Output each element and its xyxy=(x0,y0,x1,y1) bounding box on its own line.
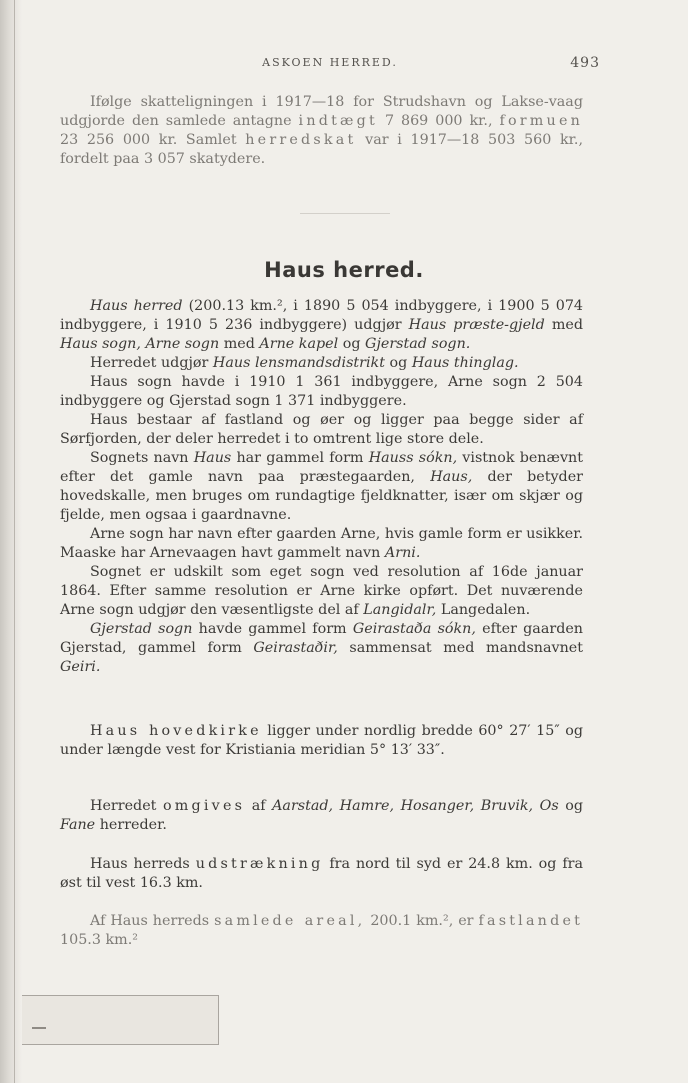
intro-text: 7 869 000 kr., xyxy=(384,113,493,129)
paragraph: Haus bestaar af fastland og øer og ligger paa begge sider af Sørfjorden, der deler herredet i to omtrent lige store dele. xyxy=(60,412,583,447)
paragraph: Arne sogn har navn efter gaarden Arne, hvis gamle form er usikker. Maaske har Arnevaagen havt gammelt navn Arni. xyxy=(60,526,583,561)
intro-paragraph xyxy=(60,93,583,169)
paragraph: Haus herred (200.13 km.², i 1890 5 054 indbyggere, i 1900 5 074 indbyggere, i 1910 5 236 indbyggere) udgjør Haus præste-gjeld med Haus sogn, Arne sogn med Arne kapel og Gjerstad sogn. xyxy=(60,298,584,352)
paragraph: Sognet er udskilt som eget sogn ved resolution af 16de januar 1864. Efter samme resolution er Arne kirke opført. Det nuværende Arne sogn udgjør den væsentligste del af Langidalr, Langedalen. xyxy=(60,564,583,618)
body-text xyxy=(60,297,583,677)
scanner-tab-marker xyxy=(22,995,219,1045)
area-paragraph: Af Haus herreds samlede areal, 200.1 km.², er fastlandet 105.3 km.² xyxy=(60,913,584,948)
paragraph: Haus sogn havde i 1910 1 361 indbyggere, Arne sogn 2 504 indbyggere og Gjerstad sogn 1 371 indbyggere. xyxy=(60,374,583,409)
page-number: 493 xyxy=(570,55,600,71)
intro-spaced-term: formuen xyxy=(499,113,584,129)
intro-spaced-term: herredskat xyxy=(245,132,357,148)
extent-paragraph: Haus herreds udstrækning fra nord til syd er 24.8 km. og fra øst til vest 16.3 km. xyxy=(60,856,584,891)
tab-mark xyxy=(32,1027,46,1029)
page-header xyxy=(60,56,600,76)
binding-line xyxy=(14,0,15,1083)
intro-text: var i 1917—18 503 560 kr., fordelt paa 3 057 skatydere. xyxy=(60,132,583,167)
running-head: ASKOEN HERRED. xyxy=(262,56,398,69)
paragraph: Herredet udgjør Haus lensmandsdistrikt og Haus thinglag. xyxy=(90,355,519,371)
section-divider xyxy=(300,213,390,214)
intro-text: Ifølge skatteligningen i 1917—18 for Strudshavn og Lakse-vaag udgjorde den samlede antagne xyxy=(60,94,583,129)
coordinates-paragraph: Haus hovedkirke ligger under nordlig bredde 60° 27′ 15″ og under længde vest for Kristiania meridian 5° 13′ 33″. xyxy=(60,723,583,758)
section-heading: Haus herred. xyxy=(264,258,424,282)
borders-paragraph: Herredet omgives af Aarstad, Hamre, Hosanger, Bruvik, Os og Fane herreder. xyxy=(60,798,584,833)
paragraph: Gjerstad sogn havde gammel form Geirastaða sókn, efter gaarden Gjerstad, gammel form Geirastaðir, sammensat med mandsnavnet Geiri. xyxy=(60,621,584,675)
intro-spaced-term: indtægt xyxy=(298,113,378,129)
intro-text: 23 256 000 kr. Samlet xyxy=(60,132,237,148)
book-binding-edge xyxy=(0,0,22,1083)
paragraph: Sognets navn Haus har gammel form Hauss sókn, vistnok benævnt efter det gamle navn paa præstegaarden, Haus, der betyder hovedskalle, men bruges om rundagtige fjeldknatter, især om skjær og fjelde, men ogsaa i gaardnavne. xyxy=(60,450,584,523)
